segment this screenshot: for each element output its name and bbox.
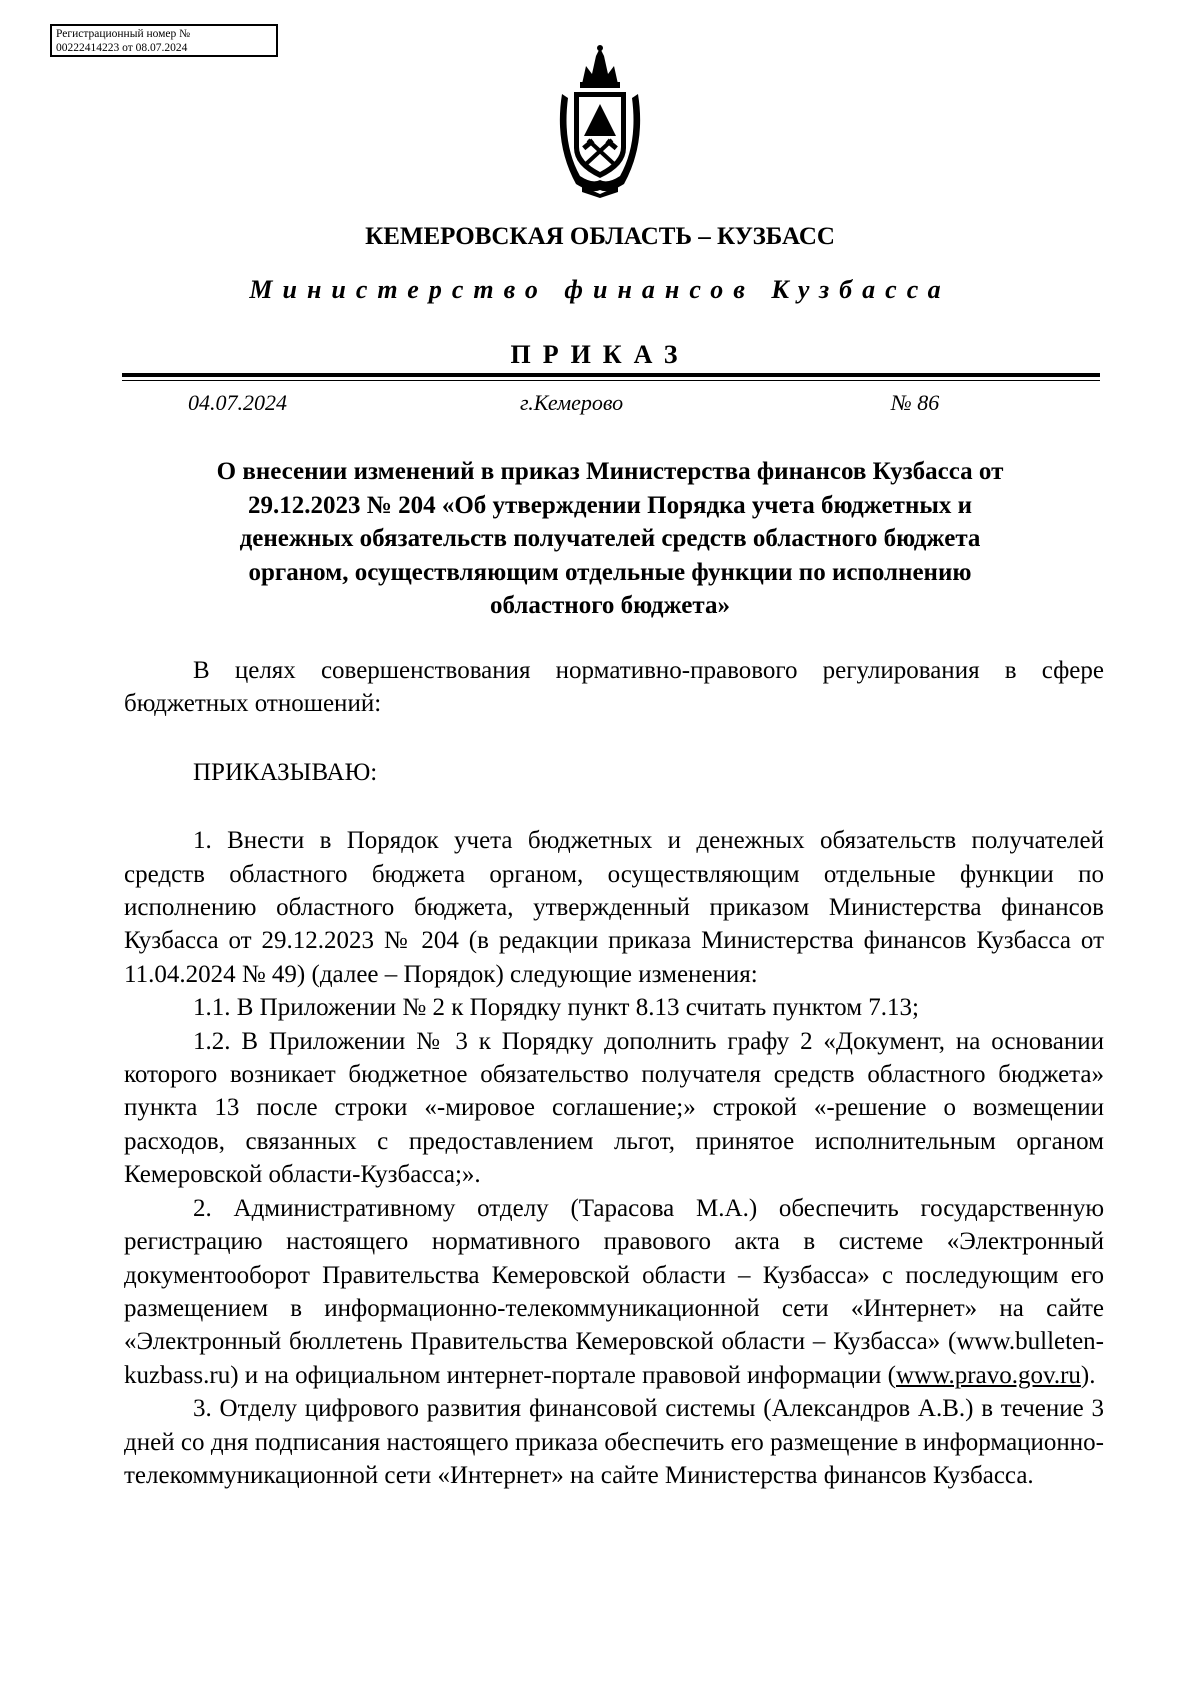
title-line: областного бюджета» bbox=[490, 592, 730, 620]
ministry-title: Министерство финансов Кузбасса bbox=[249, 275, 951, 304]
item-2-text: 2. Административному отделу (Тарасова М.А.) обеспечить государственную регистрацию настоящего нормативного правового акта в системе «Электронный документооборот Правительства Кемеровской области – Кузбасса» с последующим его размещением в информационно-телекоммуникационной сети «Интернет» на сайте «Электронный бюллетень Правительства Кемеровской области – Кузбасса» (www.bulleten-kuzbass.ru) и на официальном интернет-портале правовой информации ( bbox=[124, 1194, 1104, 1389]
title-line: 29.12.2023 № 204 «Об утверждении Порядка учета бюджетных и bbox=[247, 491, 973, 519]
registration-number-label: Регистрационный номер № bbox=[56, 28, 191, 40]
registration-number-value: 00222414223 от 08.07.2024 bbox=[56, 42, 188, 54]
item-1: 1. Внести в Порядок учета бюджетных и денежных обязательств получателей средств областного бюджета органом, осуществляющим отдельные функции по исполнению областного бюджета, утвержденный приказом Министерства финансов Кузбасса от 29.12.2023 № 204 (в редакции приказа Министерства финансов Кузбасса от 11.04.2024 № 49) (далее – Порядок) следующие изменения: bbox=[124, 827, 1104, 988]
preamble-paragraph: В целях совершенствования нормативно-правового регулирования в сфере бюджетных отношений: bbox=[124, 657, 1104, 718]
document-title bbox=[130, 455, 1090, 623]
title-line: органом, осуществляющим отдельные функции по исполнению bbox=[248, 558, 972, 586]
region-title: КЕМЕРОВСКАЯ ОБЛАСТЬ – КУЗБАСС bbox=[365, 223, 835, 250]
document-type: ПРИКАЗ bbox=[510, 340, 690, 369]
document-date: 04.07.2024 bbox=[188, 390, 287, 415]
document-body bbox=[124, 654, 1104, 1492]
order-word: ПРИКАЗЫВАЮ: bbox=[193, 758, 378, 786]
header-divider-thick bbox=[122, 373, 1100, 377]
item-2-end: ). bbox=[1080, 1361, 1096, 1389]
document-city: г.Кемерово bbox=[520, 390, 624, 415]
coat-of-arms-icon bbox=[552, 44, 648, 198]
registration-stamp bbox=[50, 24, 278, 57]
title-line: О внесении изменений в приказ Министерства финансов Кузбасса от bbox=[216, 458, 1004, 485]
item-3: 3. Отделу цифрового развития финансовой системы (Александров А.В.) в течение 3 дней со дня подписания настоящего приказа обеспечить его размещение в информационно-телекоммуникационной сети «Интернет» на сайте Министерства финансов Кузбасса. bbox=[124, 1395, 1104, 1489]
title-line: денежных обязательств получателей средств областного бюджета bbox=[239, 525, 981, 553]
item-2 bbox=[124, 1192, 1104, 1392]
document-number: № 86 bbox=[891, 390, 940, 415]
pravo-link[interactable]: www.pravo.gov.ru bbox=[896, 1361, 1081, 1389]
header-divider-thin bbox=[122, 380, 1100, 381]
item-1-2: 1.2. В Приложении № 3 к Порядку дополнить графу 2 «Документ, на основании которого возникает бюджетное обязательство получателя средств областного бюджета» пункта 13 после строки «-мировое соглашение;» строкой «-решение о возмещении расходов, связанных с предоставлением льгот, принятое исполнительным органом Кемеровской области-Кузбасса;». bbox=[124, 1027, 1104, 1189]
item-1-1: 1.1. В Приложении № 2 к Порядку пункт 8.13 считать пунктом 7.13; bbox=[193, 994, 919, 1022]
